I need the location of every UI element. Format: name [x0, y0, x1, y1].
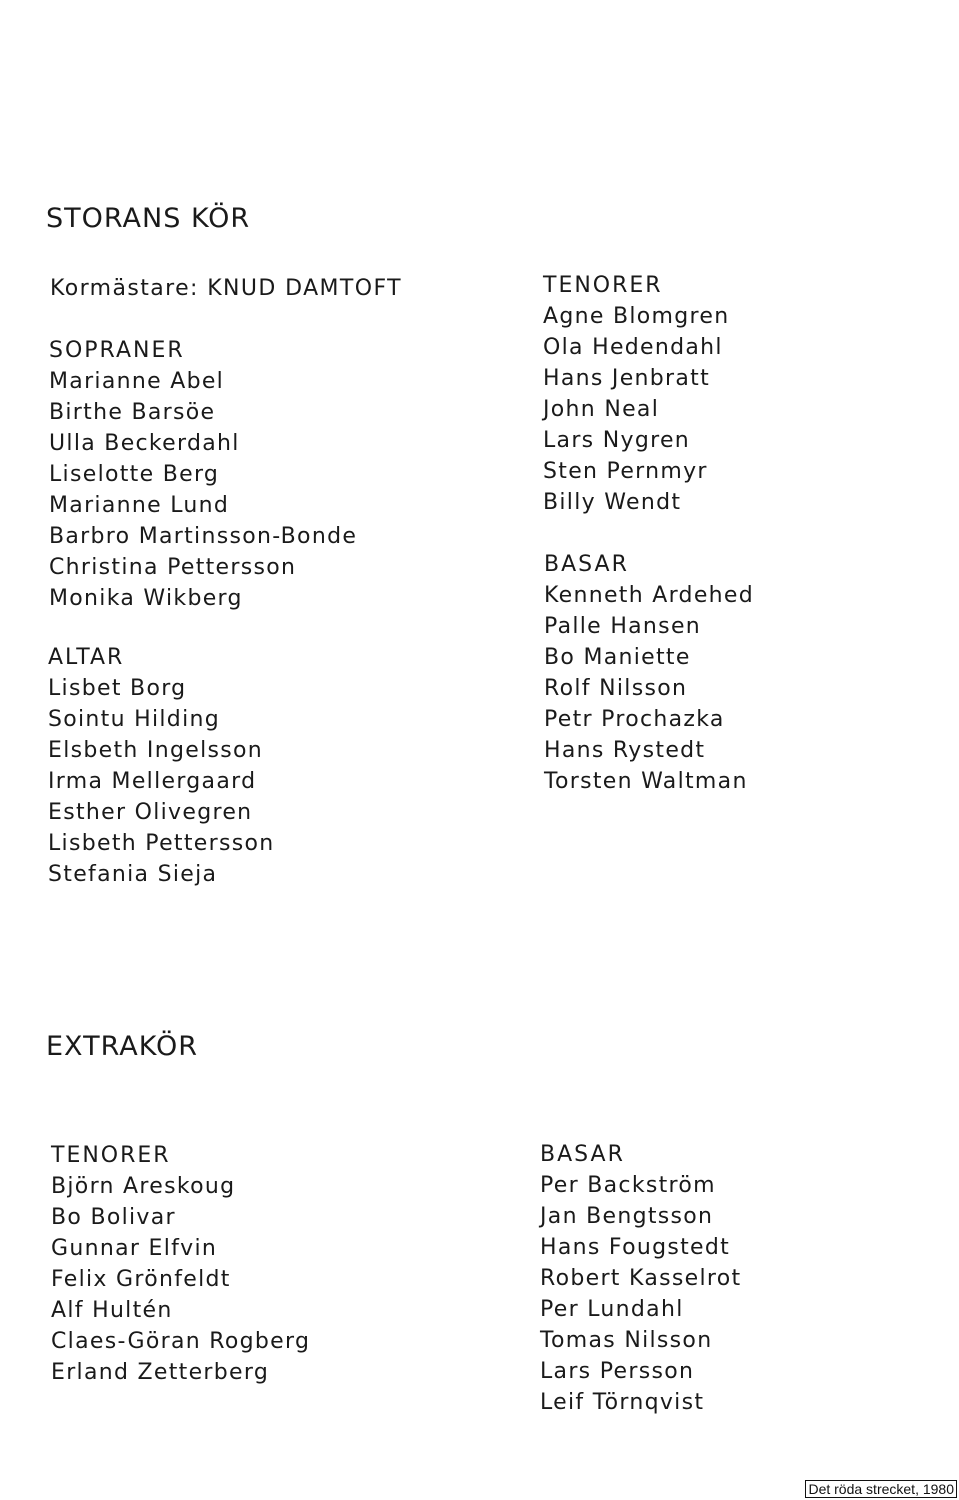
member-name: Birthe Barsöe — [49, 400, 216, 425]
source-caption: Det röda strecket, 1980 — [805, 1480, 957, 1498]
member-name: Lisbeth Pettersson — [48, 831, 275, 856]
member-name: Sten Pernmyr — [543, 459, 708, 484]
extra-basar-heading: BASAR — [540, 1142, 625, 1167]
member-name: Gunnar Elfvin — [51, 1236, 218, 1261]
member-name: Hans Fougstedt — [540, 1235, 731, 1260]
altar-group — [48, 642, 274, 890]
chorus-master-line: Kormästare: KNUD DAMTOFT — [50, 276, 402, 301]
member-name: Monika Wikberg — [49, 586, 243, 611]
member-name: Lisbet Borg — [48, 676, 187, 701]
member-name: Torsten Waltman — [544, 769, 748, 794]
member-name: Marianne Abel — [49, 369, 225, 394]
member-name: Robert Kasselrot — [540, 1266, 742, 1291]
sopraner-list — [49, 366, 357, 614]
member-name: Erland Zetterberg — [51, 1360, 270, 1385]
member-name: Felix Grönfeldt — [51, 1267, 231, 1292]
sopraner-group — [49, 335, 357, 614]
member-name: Agne Blomgren — [543, 304, 730, 329]
storans-kor-title: STORANS KÖR — [46, 203, 251, 234]
extra-basar-list — [540, 1170, 741, 1418]
member-name: Claes-Göran Rogberg — [51, 1329, 311, 1354]
member-name: Per Lundahl — [540, 1297, 684, 1322]
storans-tenorer-group — [543, 270, 730, 518]
member-name: Rolf Nilsson — [544, 676, 688, 701]
member-name: Lars Nygren — [543, 428, 691, 453]
member-name: Bo Bolivar — [51, 1205, 176, 1230]
member-name: John Neal — [543, 397, 660, 422]
storans-tenorer-list — [543, 301, 730, 518]
altar-heading: ALTAR — [48, 645, 125, 670]
member-name: Bo Maniette — [544, 645, 691, 670]
member-name: Christina Pettersson — [49, 555, 297, 580]
extra-tenorer-heading: TENORER — [51, 1143, 171, 1168]
member-name: Palle Hansen — [544, 614, 702, 639]
member-name: Elsbeth Ingelsson — [48, 738, 264, 763]
member-name: Hans Rystedt — [544, 738, 706, 763]
member-name: Billy Wendt — [543, 490, 682, 515]
member-name: Sointu Hilding — [48, 707, 220, 732]
member-name: Barbro Martinsson-Bonde — [49, 524, 358, 549]
storans-basar-group — [544, 549, 754, 797]
member-name: Björn Areskoug — [51, 1174, 236, 1199]
sopraner-heading: SOPRANER — [49, 338, 185, 363]
extra-basar-group — [540, 1139, 741, 1418]
member-name: Irma Mellergaard — [48, 769, 257, 794]
storans-basar-heading: BASAR — [544, 552, 629, 577]
member-name: Ulla Beckerdahl — [49, 431, 240, 456]
member-name: Tomas Nilsson — [540, 1328, 713, 1353]
member-name: Liselotte Berg — [49, 462, 220, 487]
storans-basar-list — [544, 580, 754, 797]
extrakor-title: EXTRAKÖR — [46, 1031, 198, 1062]
member-name: Kenneth Ardehed — [544, 583, 755, 608]
member-name: Alf Hultén — [51, 1298, 173, 1323]
storans-tenorer-heading: TENORER — [543, 273, 663, 298]
member-name: Esther Olivegren — [48, 800, 253, 825]
member-name: Leif Törnqvist — [540, 1390, 705, 1415]
altar-list — [48, 673, 274, 890]
member-name: Stefania Sieja — [48, 862, 218, 887]
member-name: Hans Jenbratt — [543, 366, 711, 391]
extra-tenorer-group — [51, 1140, 310, 1388]
member-name: Jan Bengtsson — [540, 1204, 714, 1229]
member-name: Lars Persson — [540, 1359, 695, 1384]
extra-tenorer-list — [51, 1171, 310, 1388]
member-name: Marianne Lund — [49, 493, 230, 518]
member-name: Petr Prochazka — [544, 707, 725, 732]
member-name: Ola Hedendahl — [543, 335, 723, 360]
member-name: Per Backström — [540, 1173, 716, 1198]
